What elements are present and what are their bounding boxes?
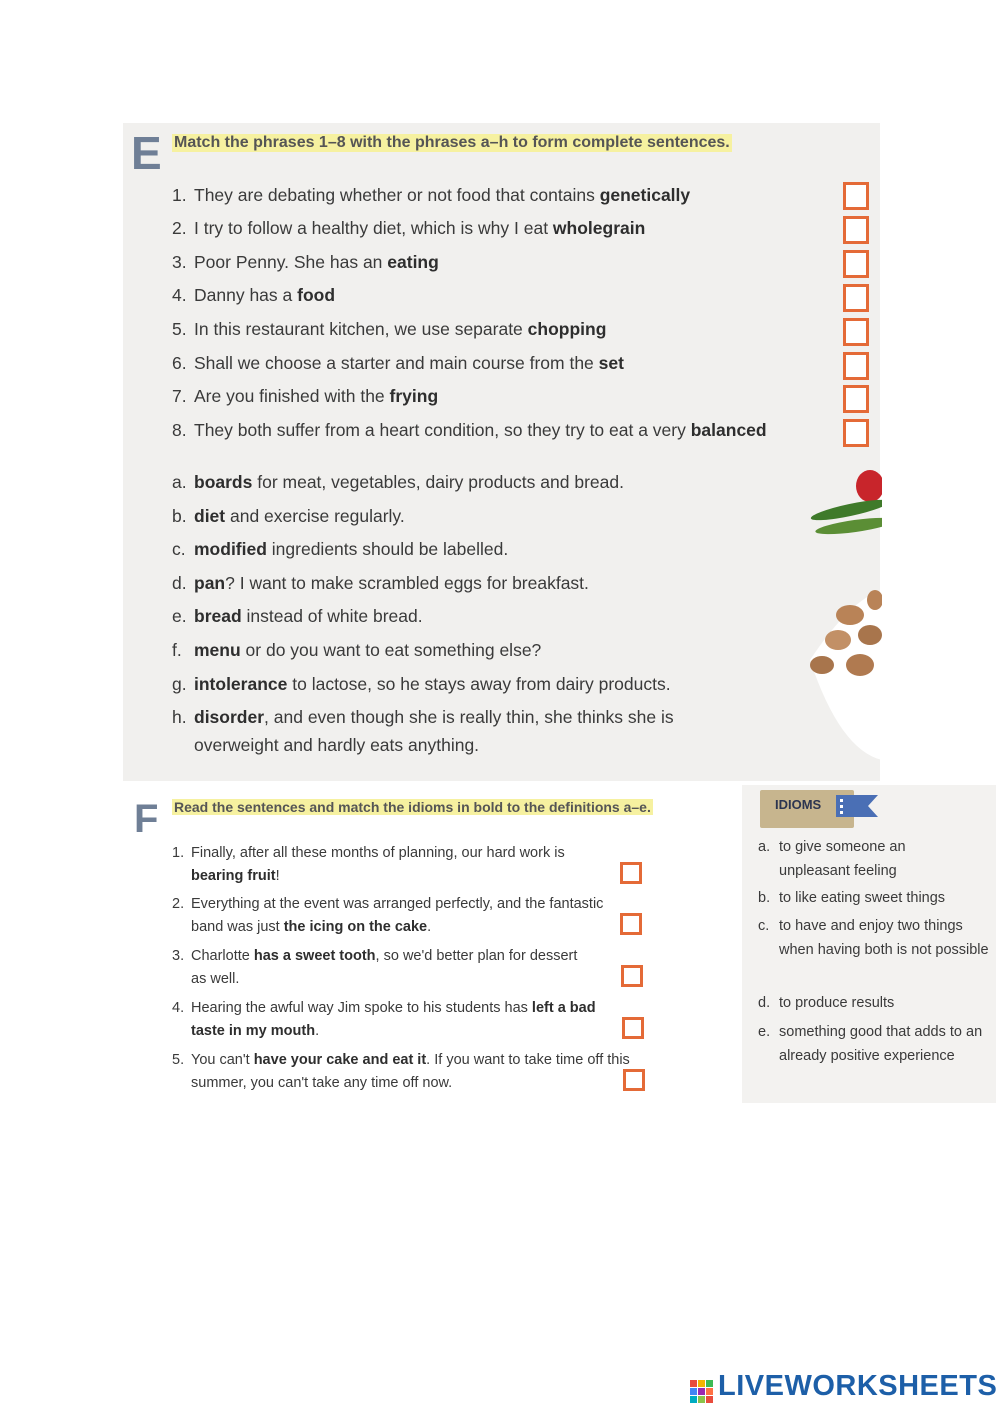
definition-item [758,1020,996,1068]
phrase-number: 4. [172,285,187,305]
phrase-bold: set [598,353,624,373]
ending-letter: g. [172,674,187,694]
section-f-letter: F [134,797,159,841]
ending-bold: disorder [194,707,265,727]
phrase-bold: balanced [690,420,767,440]
definition-text: to like eating sweet things [779,890,946,906]
definition-item [758,914,996,962]
idiom-bold: the icing on the cake [283,919,428,935]
sentence-end: . If you want to take time off this summer, you can't take any time off now. [191,1052,630,1091]
phrase-text: Poor Penny. She has an [194,252,388,272]
answer-box-e-1[interactable] [843,182,869,210]
ending-bold: bread [194,606,242,626]
ending-text: or do you want to eat something else? [240,640,542,660]
phrase-number: 5. [172,319,187,339]
phrase-bold: genetically [599,185,691,205]
section-e-instruction: Match the phrases 1–8 with the phrases a–h to form complete sentences. [174,134,730,151]
section-e-letter: E [131,127,162,179]
idiom-bold: have your cake and eat it [253,1052,427,1068]
phrase-number: 7. [172,386,187,406]
definition-letter: d. [758,995,771,1011]
idiom-sentence [172,1049,636,1095]
sentence-number: 1. [172,845,185,861]
answer-box-e-4[interactable] [843,284,869,312]
sentence-number: 4. [172,1000,185,1016]
ending-bold: intolerance [194,674,288,694]
answer-box-f-3[interactable] [621,965,643,987]
sentence-end: , so we'd better plan for dessert as well. [191,948,578,987]
definition-text: to give someone an unpleasant feeling [779,839,906,879]
ending-bold: pan [194,573,226,593]
sentence-end: ! [275,868,280,884]
definition-item [758,886,996,910]
phrase-number: 3. [172,252,187,272]
sentence-text: Everything at the event was arranged perfectly, and the fantastic band was just [191,896,604,935]
ending-text: ingredients should be labelled. [266,539,509,559]
idiom-bold: left a bad taste in my mouth [191,1000,596,1039]
phrase-number: 6. [172,353,187,373]
idiom-sentence [172,842,621,888]
phrase-text: They both suffer from a heart condition, so they try to eat a very [194,420,691,440]
idiom-sentence [172,893,621,939]
idiom-bold: bearing fruit [191,868,276,884]
ending-text: and exercise regularly. [225,506,405,526]
ending-text: ? I want to make scrambled eggs for breakfast. [225,573,589,593]
idiom-sentence [172,945,591,991]
definition-item [758,991,996,1015]
liveworksheets-brand: LIVEWORKSHEETS [718,1370,998,1402]
answer-box-e-6[interactable] [843,352,869,380]
answer-box-f-5[interactable] [623,1069,645,1091]
ending-letter: b. [172,506,187,526]
answer-box-e-3[interactable] [843,250,869,278]
phrase-number: 8. [172,420,187,440]
ending-letter: f. [172,640,182,660]
phrase-text: I try to follow a healthy diet, which is why I eat [194,218,553,238]
idiom-sentence [172,997,596,1043]
ending-letter: e. [172,606,187,626]
sentence-number: 3. [172,948,185,964]
ending-text: , and even though she is really thin, she thinks she is [264,707,674,727]
definition-letter: a. [758,839,771,855]
answer-box-e-7[interactable] [843,385,869,413]
definition-item [758,835,996,883]
sentence-text: You can't [191,1052,254,1068]
vegetables-illustration [790,460,882,760]
sentence-text: Hearing the awful way Jim spoke to his students has [191,1000,532,1016]
flag-icon [836,795,878,817]
definition-letter: e. [758,1024,771,1040]
phrase-text: In this restaurant kitchen, we use separate [194,319,528,339]
section-f-instruction: Read the sentences and match the idioms in bold to the definitions a–e. [174,799,651,815]
answer-box-f-2[interactable] [620,913,642,935]
answer-box-f-4[interactable] [622,1017,644,1039]
ending-letter: c. [172,539,186,559]
ending-bold: boards [194,472,253,492]
ending-bold: diet [194,506,226,526]
sentence-end: . [427,919,432,935]
phrase-text: Danny has a [194,285,298,305]
definition-text: something good that adds to an already positive experience [779,1024,983,1064]
definition-text: to produce results [779,995,895,1011]
idiom-bold: has a sweet tooth [253,948,376,964]
phrase-bold: chopping [527,319,607,339]
ending-text-line2: overweight and hardly eats anything. [194,735,480,755]
ending-letter: d. [172,573,187,593]
ending-letter: h. [172,707,187,727]
answer-box-e-8[interactable] [843,419,869,447]
definition-text: to have and enjoy two things when having both is not possible [779,918,989,958]
phrase-bold: eating [387,252,439,272]
answer-box-e-5[interactable] [843,318,869,346]
idioms-label: IDIOMS [775,797,822,812]
phrase-number: 1. [172,185,187,205]
phrase-bold: frying [389,386,439,406]
definition-letter: c. [758,918,770,934]
sentence-number: 5. [172,1052,185,1068]
phrase-text: Shall we choose a starter and main course from the [194,353,599,373]
ending-bold: modified [194,539,267,559]
ending-bold: menu [194,640,241,660]
answer-box-e-2[interactable] [843,216,869,244]
phrase-number: 2. [172,218,187,238]
definition-letter: b. [758,890,771,906]
phrase-text: Are you finished with the [194,386,390,406]
sentence-number: 2. [172,896,185,912]
phrase-bold: wholegrain [552,218,646,238]
phrase-text: They are debating whether or not food that contains [194,185,600,205]
answer-box-f-1[interactable] [620,862,642,884]
sentence-end: . [315,1023,320,1039]
ending-text: to lactose, so he stays away from dairy products. [287,674,671,694]
ending-letter: a. [172,472,187,492]
ending-text: instead of white bread. [241,606,423,626]
sentence-text: Finally, after all these months of planning, our hard work is [191,845,565,861]
phrase-bold: food [297,285,336,305]
sentence-text: Charlotte [191,948,254,964]
liveworksheets-logo-icon [690,1376,714,1408]
ending-text: for meat, vegetables, dairy products and bread. [252,472,624,492]
